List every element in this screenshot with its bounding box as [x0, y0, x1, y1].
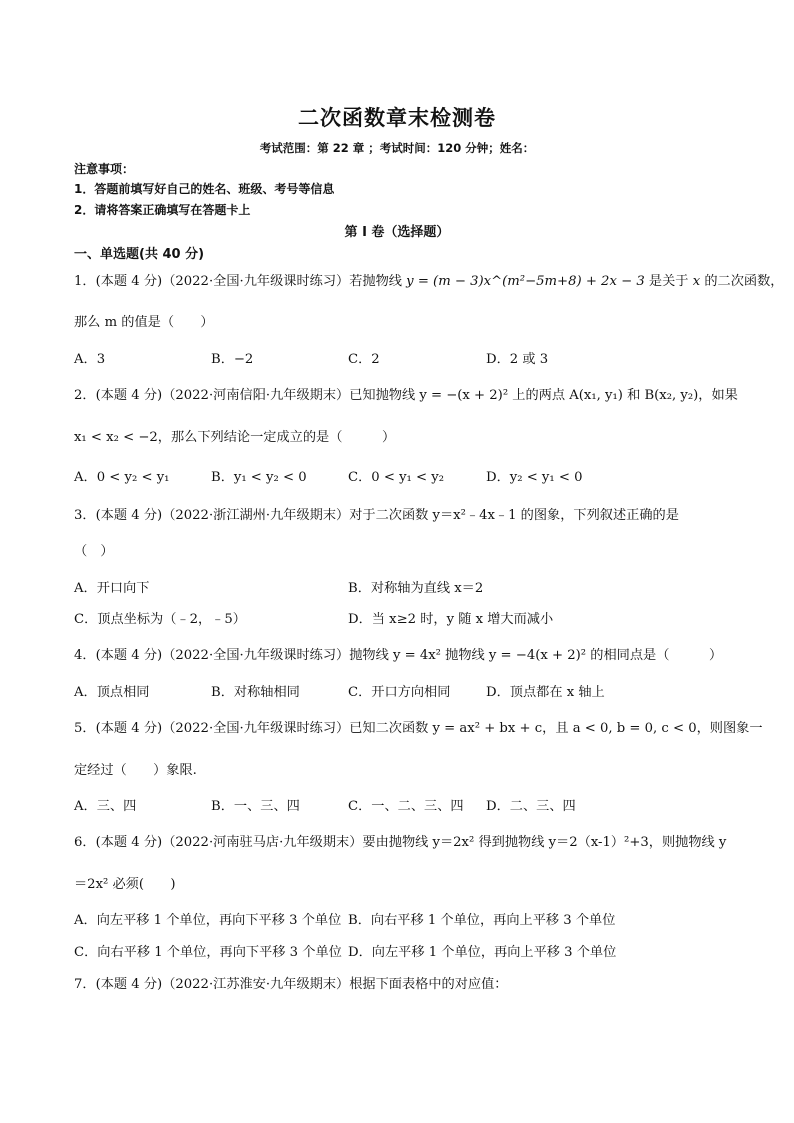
question-1-prefix: 1．(本题 4 分)（2022·全国·九年级课时练习）若抛物线 [74, 274, 402, 289]
section-title: 一、单选题(共 40 分) [74, 247, 205, 262]
question-6-line2: ＝2x² 必须( ) [74, 877, 176, 892]
question-1-stem [74, 273, 784, 291]
question-1-option-c[interactable]: C．2 [348, 352, 380, 367]
notice-heading: 注意事项： [74, 162, 135, 176]
question-4-option-b[interactable]: B．对称轴相同 [211, 685, 300, 700]
question-1-option-a[interactable]: A．3 [74, 352, 106, 367]
question-1-var: x [692, 274, 701, 289]
question-3-option-c[interactable]: C．顶点坐标为（﹣2，﹣5） [74, 612, 246, 627]
question-5-stem: 5．(本题 4 分)（2022·全国·九年级课时练习）已知二次函数 y = ax² + bx + c，且 a < 0, b = 0, c < 0，则图象一 [74, 721, 763, 736]
question-5-option-c[interactable]: C．一、二、三、四 [348, 799, 464, 814]
question-7-stem: 7．(本题 4 分)（2022·江苏淮安·九年级期末）根据下面表格中的对应值： [74, 977, 508, 992]
notice-item-2: 2．请将答案正确填写在答题卡上 [74, 203, 251, 217]
question-4-stem: 4．(本题 4 分)（2022·全国·九年级课时练习）抛物线 y = 4x² 抛物线 y = −4(x + 2)² 的相同点是（ ） [74, 648, 723, 663]
question-3-option-b[interactable]: B．对称轴为直线 x＝2 [348, 581, 484, 596]
question-3-option-d[interactable]: D．当 x≥2 时，y 随 x 增大而减小 [348, 612, 554, 627]
question-2-option-b[interactable]: B．y₁ < y₂ < 0 [211, 470, 307, 485]
question-2-option-a[interactable]: A．0 < y₂ < y₁ [74, 470, 170, 485]
question-1-option-d[interactable]: D．2 或 3 [486, 352, 549, 367]
question-1-end: 的二次函数， [704, 274, 784, 289]
question-2-stem: 2．(本题 4 分)（2022·河南信阳·九年级期末）已知抛物线 y = −(x + 2)² 上的两点 A(x₁, y₁) 和 B(x₂, y₂)，如果 [74, 388, 738, 403]
question-2-option-d[interactable]: D．y₂ < y₁ < 0 [486, 470, 583, 485]
question-5-line2: 定经过（ ）象限. [74, 763, 197, 778]
question-4-option-a[interactable]: A．顶点相同 [74, 685, 150, 700]
question-1-suffix: 是关于 [648, 274, 689, 289]
question-3-line2: （ ） [74, 544, 114, 559]
question-4-option-c[interactable]: C．开口方向相同 [348, 685, 451, 700]
question-2-option-c[interactable]: C．0 < y₁ < y₂ [348, 470, 445, 485]
question-6-option-b[interactable]: B．向右平移 1 个单位，再向上平移 3 个单位 [348, 913, 616, 928]
question-1-line2: 那么 m 的值是（ ） [74, 315, 214, 330]
notice-item-1: 1．答题前填写好自己的姓名、班级、考号等信息 [74, 182, 335, 196]
question-1-option-b[interactable]: B．−2 [211, 352, 254, 367]
question-6-option-d[interactable]: D．向左平移 1 个单位，再向上平移 3 个单位 [348, 945, 617, 960]
question-1-formula: y = (m − 3)x^(m²−5m+8) + 2x − 3 [406, 274, 645, 289]
question-6-option-a[interactable]: A．向左平移 1 个单位，再向下平移 3 个单位 [74, 913, 342, 928]
question-5-option-d[interactable]: D．二、三、四 [486, 799, 576, 814]
question-3-option-a[interactable]: A．开口向下 [74, 581, 150, 596]
page-title: 二次函数章末检测卷 [298, 106, 496, 130]
question-3-stem: 3．(本题 4 分)（2022·浙江湖州·九年级期末）对于二次函数 y＝x²﹣4x﹣1 的图象，下列叙述正确的是 [74, 508, 679, 523]
volume-title: 第 I 卷（选择题） [344, 225, 450, 240]
question-5-option-a[interactable]: A．三、四 [74, 799, 137, 814]
question-6-option-c[interactable]: C．向右平移 1 个单位，再向下平移 3 个单位 [74, 945, 342, 960]
question-5-option-b[interactable]: B．一、三、四 [211, 799, 300, 814]
question-4-option-d[interactable]: D．顶点都在 x 轴上 [486, 685, 605, 700]
question-6-stem: 6．(本题 4 分)（2022·河南驻马店·九年级期末）要由抛物线 y＝2x² 得到抛物线 y＝2（x-1）²+3，则抛物线 y [74, 835, 727, 850]
question-2-line2: x₁ < x₂ < −2，那么下列结论一定成立的是（ ） [74, 430, 396, 445]
exam-info: 考试范围：第 22 章 ；考试时间：120 分钟；姓名： [259, 141, 535, 155]
